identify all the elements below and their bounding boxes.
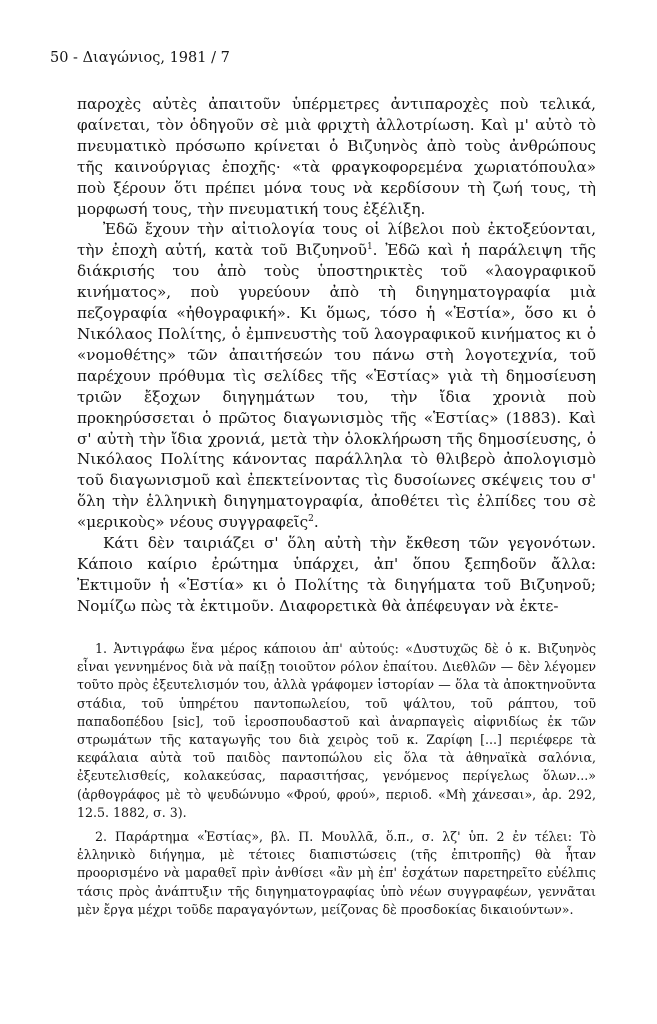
footnote-2: 2. Παράρτημα «Ἑστίας», βλ. Π. Μουλλᾶ, ὅ.π., σ. λζ' ὑπ. 2 ἐν τέλει: Τὸ ἑλληνικὸ διήγημα, μὲ τέτοιες διαπιστώσεις (τῆς ἐπιτροπῆς) θὰ ἦταν προορισμένο νὰ μαραθεῖ πρὶν ἀνθίσει «ἂν μὴ ἐπ' ἐσχάτων παρετηρεῖτο εὐέλπις τάσις πρὸς ἀνάπτυξιν τῆς διηγηματογραφίας ὑπὸ νέων συγγραφέων, γεννᾶται μὲν ἔργα μέχρι τοῦδε παραγαγόντων, μείζονας δὲ προσδοκίας δικαιούντων». <box>77 829 596 917</box>
footnote-1: 1. Ἀντιγράφω ἕνα μέρος κάποιου ἀπ' αὐτούς: «Δυστυχῶς δὲ ὁ κ. Βιζυηνὸς εἶναι γεννημένος διὰ νὰ παίξῃ τοιοῦτον ρόλον ἐπαίτου. Διεθλῶν — δὲν λέγομεν τοῦτο πρὸς ἐξευτελισμόν του, ἀλλὰ γράφομεν ἱστορίαν — ὅλα τὰ ἀποκτηνοῦντα στάδια, τοῦ ὑπηρέτου παντοπωλείου, τοῦ ψάλτου, τοῦ ράπτου, τοῦ παπαδοπέδου [sic], τοῦ ἱεροσπουδαστοῦ καὶ ἀναρπαγεὶς αἰφνιδίως ἐκ τῶν στρωμάτων τῆς καταγωγῆς του διὰ χειρὸς τοῦ κ. Ζαρίφη [...] περιέφερε τὰ κεφάλαια αὐτὰ τοῦ παιδὸς παντοπώλου εἰς ὅλα τὰ ἀθηναϊκὰ σαλόνια, ἐξευτελισθείς, κολακεύσας, παρασιτήσας, γενόμενος περίγελως ὅλων...» (ἀρθογράφος μὲ τὸ ψευδώνυμο «Φρού, φρού», περιοδ. «Μὴ χάνεσαι», ἀρ. 292, 12.5. 1882, σ. 3). <box>77 641 596 820</box>
footnote-ref-1[interactable]: 1 <box>366 242 373 253</box>
paragraph-2 <box>77 219 596 533</box>
footnotes <box>77 640 596 925</box>
body-section-2 <box>77 533 596 617</box>
paragraph-2-text-cont: . Ἐδῶ καὶ ἡ παράλειψη τῆς διάκρισής του ἀπὸ τοὺς ὑποστηρικτὲς τοῦ «λαογραφικοῦ κινήματος», ποὺ γυρεύουν ἀπὸ τὴ διηγηματογραφία μιὰ πεζογραφία «ἠθογραφική». Κι ὅμως, τόσο ἡ «Ἑστία», ὅσο κι ὁ Νικόλαος Πολίτης, ὁ ἐμπνευστὴς τοῦ λαογραφικοῦ κινήματος κι ὁ «νομοθέτης» τῶν ἀπαιτήσεών του πάνω στὴ λογοτεχνία, τοῦ παρέχουν πρόθυμα τὶς σελίδες τῆς «Ἑστίας» γιὰ τὴ δημοσίευση τριῶν ἔξοχων διηγημάτων του, τὴν ἴδια χρονιὰ ποὺ προκηρύσσεται ὁ πρῶτος διαγωνισμὸς τῆς «Ἑστίας» (1883). Καὶ σ' αὐτὴ τὴν ἴδια χρονιά, μετὰ τὴν ὁλοκλήρωση τῆς δημοσίευσης, ὁ Νικόλαος Πολίτης κάνοντας παράλληλα τὸ θλιβερὸ ἀπολογισμὸ τοῦ διαγωνισμοῦ καὶ ἐπεκτείνοντας τὶς δυσοίωνες σκέψεις του σ' ὅλη τὴν ἑλληνικὴ διηγηματογραφία, ἀποθέτει τὶς ἐλπίδες του σὲ «μερικοὺς» νέους συγγραφεῖς <box>77 241 596 532</box>
running-head: 50 - Διαγώνιος, 1981 / 7 <box>50 50 230 66</box>
paragraph-2-end: . <box>313 513 319 532</box>
paragraph-1: παροχὲς αὐτὲς ἀπαιτοῦν ὑπέρμετρες ἀντιπαροχὲς ποὺ τελικά, φαίνεται, τὸν ὁδηγοῦν σὲ μιὰ φριχτὴ ἀλλοτρίωση. Καὶ μ' αὐτὸ τὸ πνευματικὸ πρόσωπο κρίνεται ὁ Βιζυηνὸς ἀπὸ τοὺς ἀνθρώπους τῆς καινούργιας ἐποχῆς· «τὰ φραγκοφορεμένα χωριατόπουλα» ποὺ ξέρουν ὅτι πρέπει μόνα τους νὰ κερδίσουν τὴ ζωή τους, τὴ μορφωσή τους, τὴν πνευματική τους ἐξέλιξη. <box>77 95 596 218</box>
footnote-ref-2[interactable]: 2 <box>308 514 314 525</box>
paragraph-2-text: Ἐδῶ ἔχουν τὴν αἰτιολογία τους οἱ λίβελοι ποὺ ἐκτοξεύονται, τὴν ἐποχὴ αὐτή, κατὰ τοῦ Βιζυηνοῦ <box>77 220 596 260</box>
paragraph-3: Κάτι δὲν ταιριάζει σ' ὅλη αὐτὴ τὴν ἔκθεση τῶν γεγονότων. Κάποιο καίριο ἐρώτημα ὑπάρχει, ἀπ' ὅπου ξεπηδοῦν ἄλλα: Ἐκτιμοῦν ἡ «Ἑστία» κι ὁ Πολίτης τὰ διηγήματα τοῦ Βιζυηνοῦ; Νομίζω πὼς τὰ ἐκτιμοῦν. Διαφορετικὰ θὰ ἀπέφευγαν νὰ ἐκτε- <box>77 534 596 615</box>
body-section <box>77 94 596 533</box>
